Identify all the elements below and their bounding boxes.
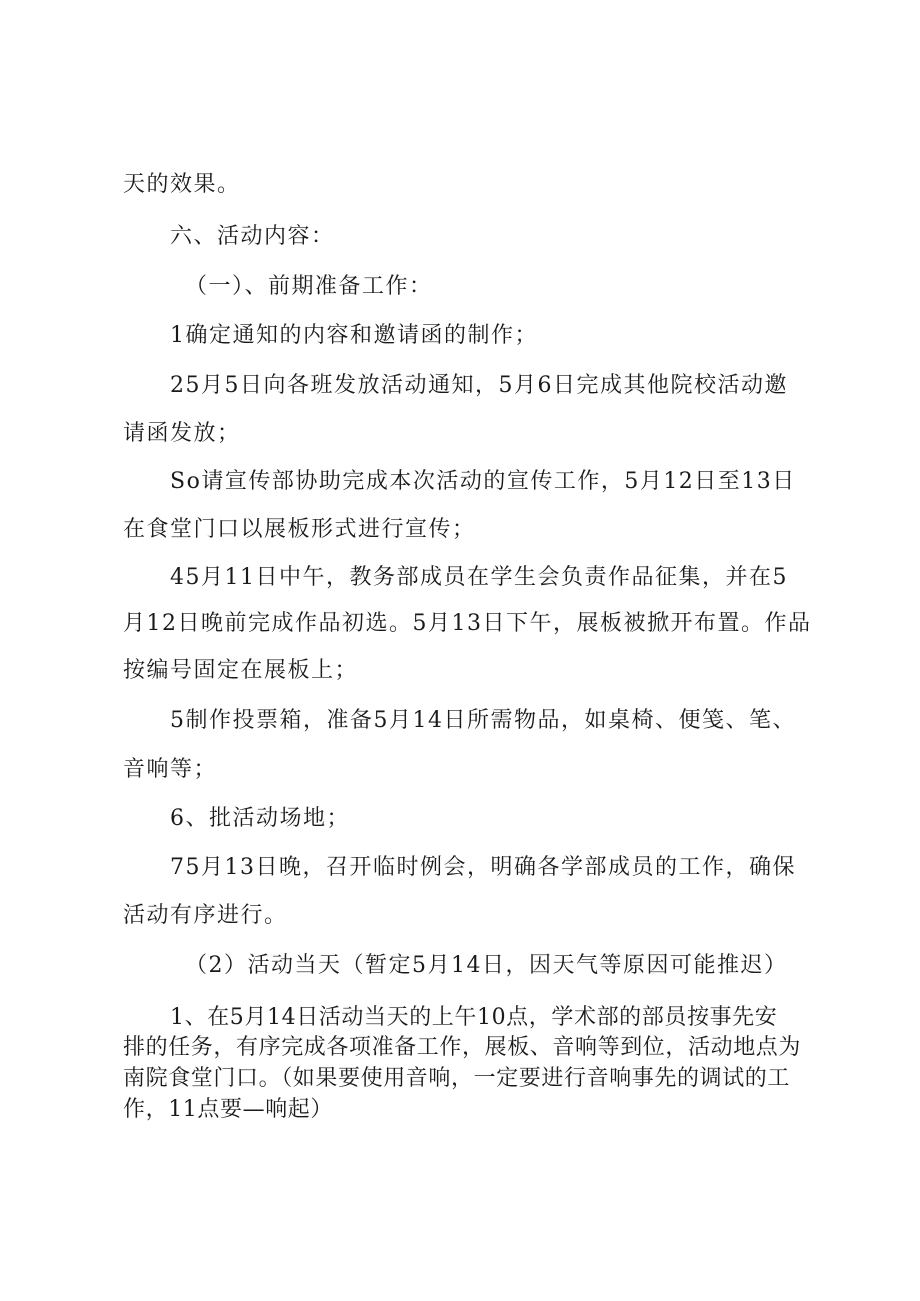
paragraph-line: 请函发放； [123, 421, 241, 446]
list-item: 1确定通知的内容和邀请函的制作； [170, 323, 538, 348]
paragraph-line: 排的任务，有序完成各项准备工作，展板、音响等到位，活动地点为 [123, 1035, 802, 1060]
subsection-heading: （2）活动当天（暂定5月14日，因天气等原因可能推迟） [185, 953, 788, 978]
paragraph-line: 月12日晚前完成作品初选。5月13日下午，展板被掀开布置。作品 [123, 611, 812, 636]
paragraph-line: 在食堂门口以展板形式进行宣传； [123, 517, 476, 542]
list-item: 45月11日中午，教务部成员在学生会负责作品征集，并在5 [170, 565, 788, 590]
paragraph-line: 南院食堂门口。（如果要使用音响，一定要进行音响事先的调试的工 [123, 1066, 791, 1091]
list-item: 5制作投票箱，准备5月14日所需物品，如桌椅、便笺、笔、 [170, 708, 796, 733]
paragraph-line: 活动有序进行。 [123, 903, 288, 928]
subsection-heading: （一）、前期准备工作： [185, 274, 433, 299]
section-heading: 六、活动内容： [170, 224, 335, 249]
list-item: So请宣传部协助完成本次活动的宣传工作，5月12日至13日 [170, 469, 796, 494]
list-item: 75月13日晚，召开临时例会，明确各学部成员的工作，确保 [170, 855, 796, 880]
list-item: 6、批活动场地； [170, 806, 350, 831]
paragraph-line: 作，11点要—响起） [123, 1097, 333, 1122]
list-item: 25月5日向各班发放活动通知，5月6日完成其他院校活动邀 [170, 373, 788, 398]
paragraph-line: 天的效果。 [123, 172, 241, 197]
paragraph-line: 音响等； [123, 757, 218, 782]
paragraph-line: 按编号固定在展板上； [123, 658, 359, 683]
list-item: 1、在5月14日活动当天的上午10点，学术部的部员按事先安 [170, 1005, 778, 1030]
